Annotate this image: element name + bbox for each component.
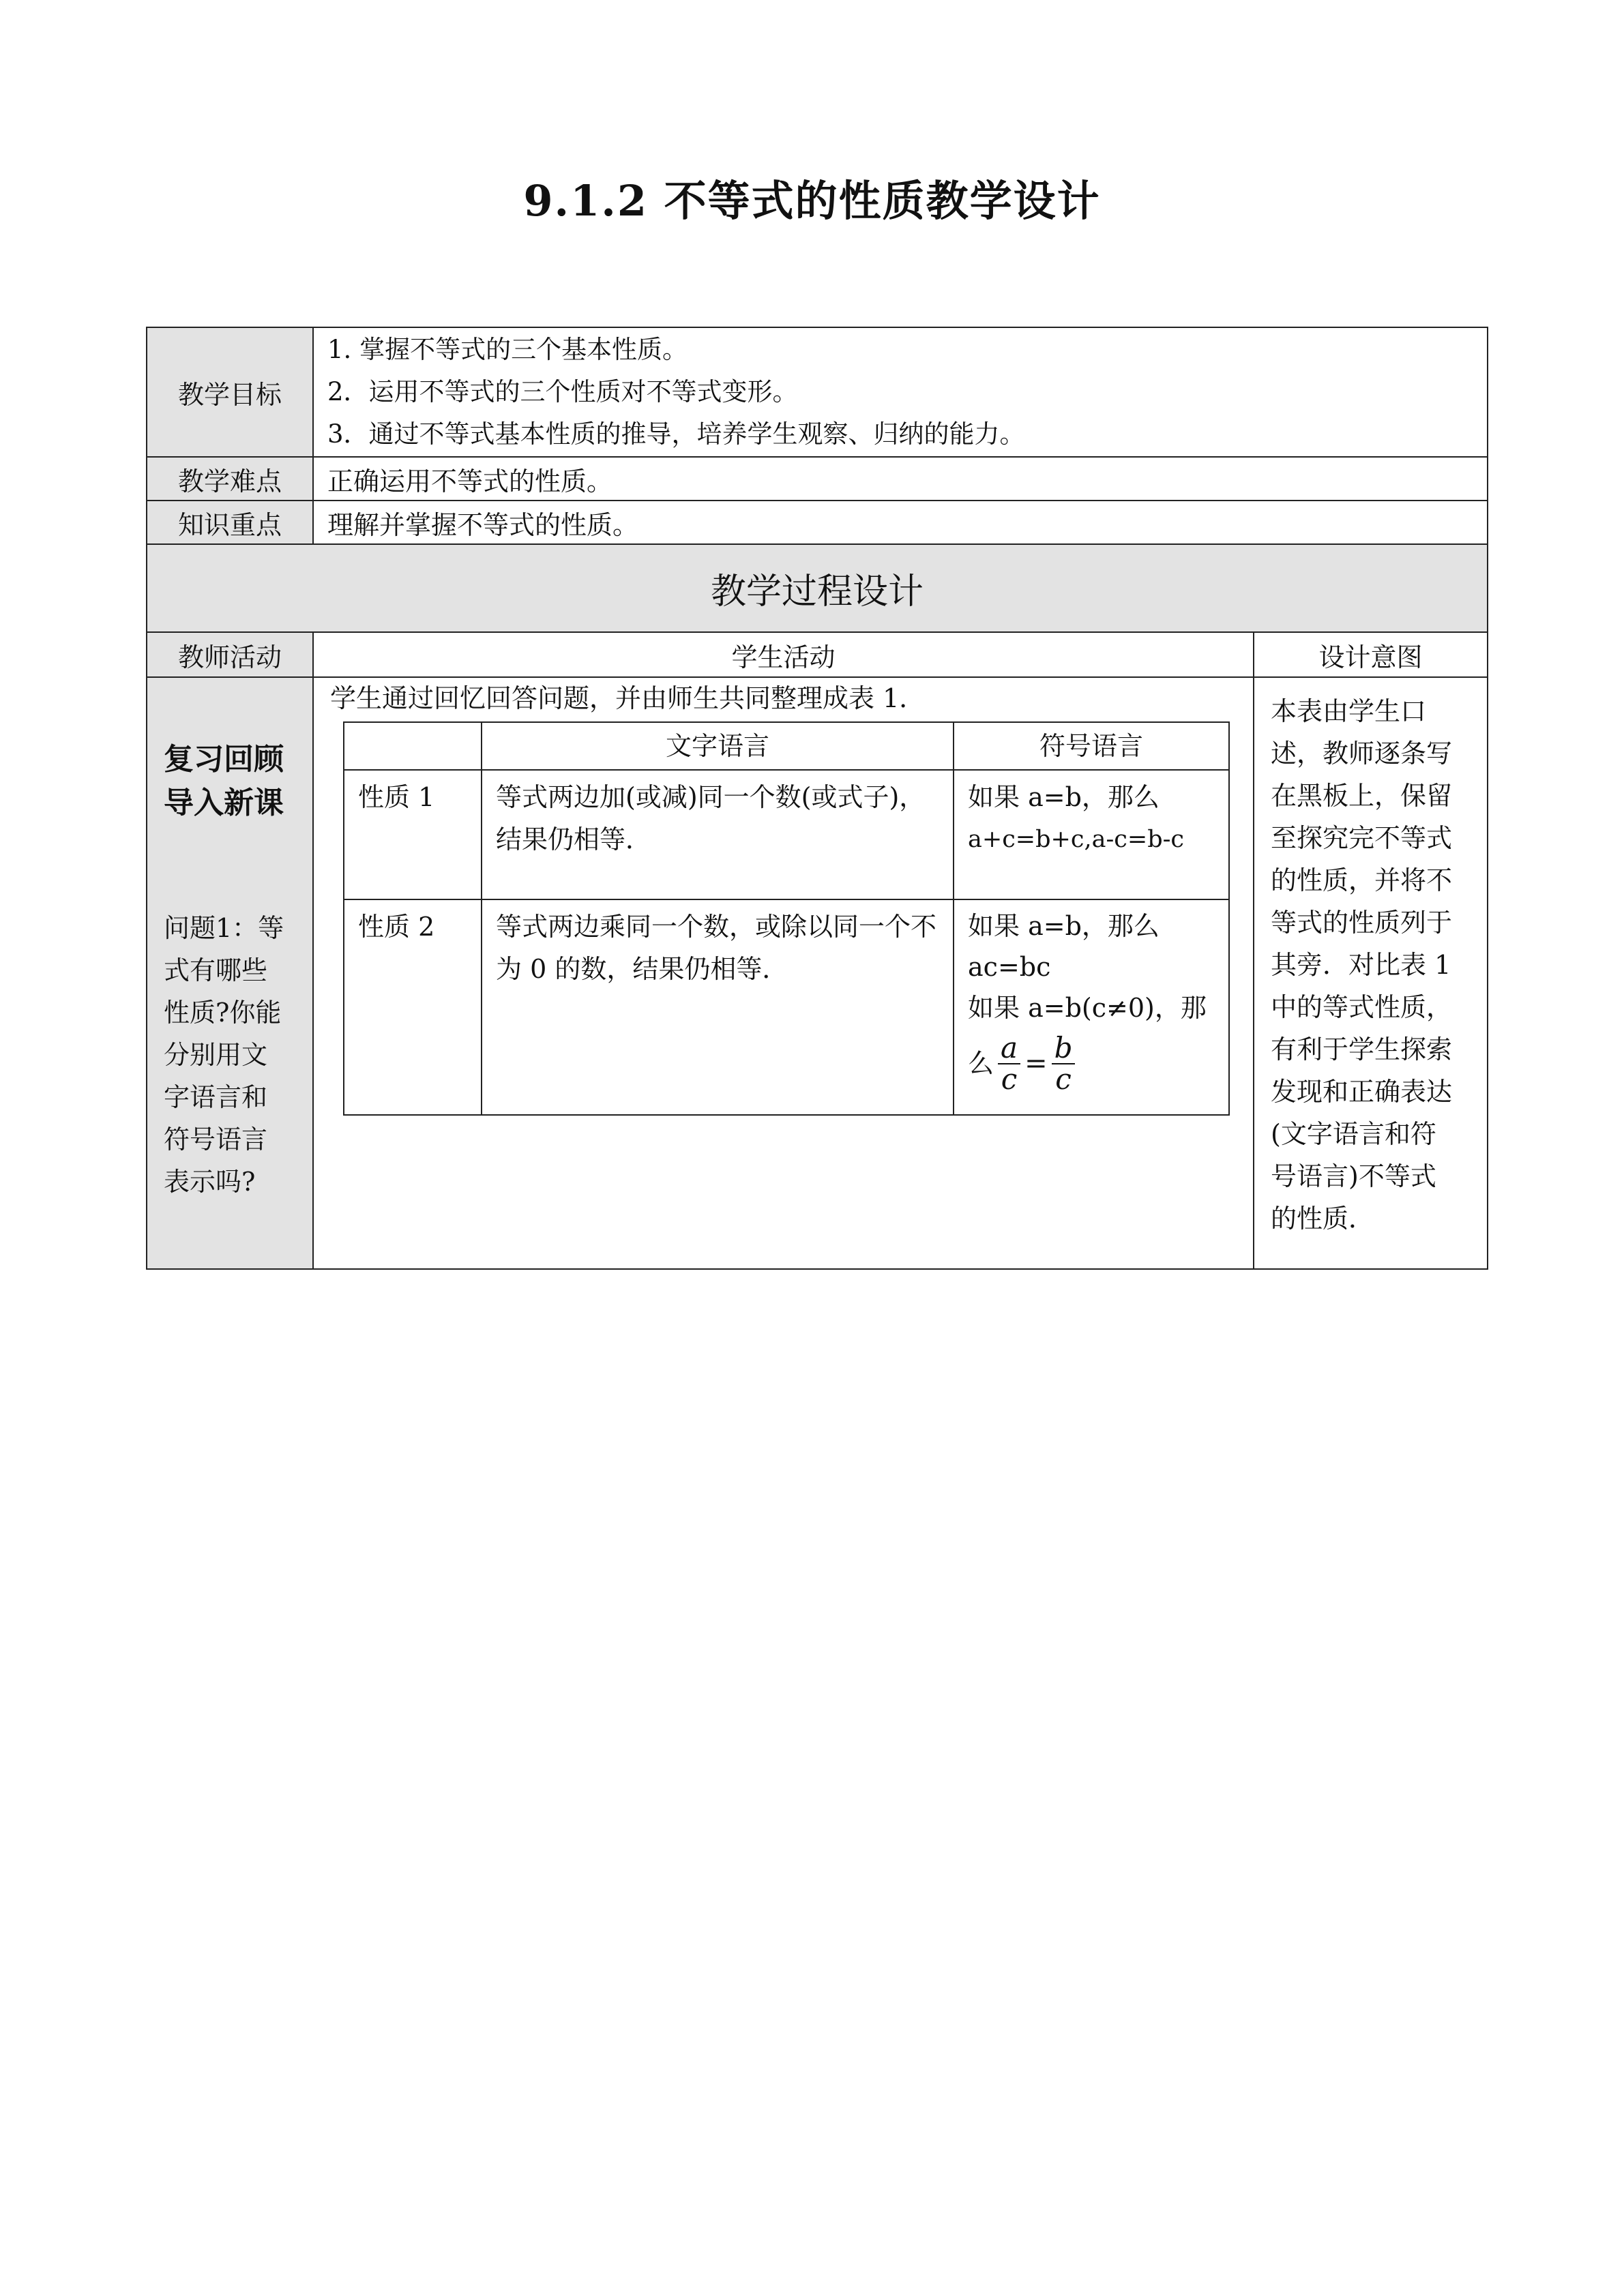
symbol-line: 如果 a=b，那么: [968, 782, 1160, 812]
intent-line: 等式的性质列于: [1271, 908, 1453, 938]
objective-item: 2．运用不等式的三个性质对不等式变形。: [327, 377, 798, 406]
fraction-right: [1052, 1030, 1076, 1096]
symbol-line: 如果 a=b，那么: [968, 911, 1160, 941]
intent-line: (文字语言和符: [1271, 1119, 1436, 1149]
fraction-numerator: b: [1052, 1033, 1076, 1064]
fraction-denominator: c: [1055, 1062, 1072, 1096]
difficulty-label: 教学难点: [147, 457, 313, 501]
header-intent: 设计意图: [1254, 632, 1488, 677]
intent-line: 至探究完不等式: [1271, 823, 1453, 853]
question-line: 分别用文: [164, 1040, 268, 1070]
intent-line: 发现和正确表达: [1271, 1077, 1453, 1107]
property-symbol: [954, 770, 1229, 899]
property-name: 性质 1: [344, 770, 482, 899]
key-point-label: 知识重点: [147, 501, 313, 544]
intent-line: 在黑板上，保留: [1271, 781, 1453, 811]
header-teacher: 教师活动: [147, 632, 313, 677]
process-title: 教学过程设计: [147, 545, 1488, 632]
intent-line: 其旁．对比表 1: [1271, 950, 1451, 980]
design-intent-text: [1271, 690, 1473, 1240]
equals-sign: =: [1024, 1047, 1048, 1079]
property-text: 等式两边加(或减)同一个数(或式子)，结果仍相等．: [482, 770, 954, 899]
fraction-equation: [968, 1028, 1215, 1097]
question-line: 性质?你能: [164, 998, 282, 1028]
intent-line: 号语言)不等式: [1271, 1161, 1436, 1191]
student-intro: 学生通过回忆回答问题，并由师生共同整理成表 1．: [330, 683, 926, 713]
property-symbol: [954, 899, 1229, 1115]
intent-line: 的性质．: [1271, 1204, 1375, 1234]
question-line: 式有哪些: [164, 955, 268, 985]
question-line: 字语言和: [164, 1082, 268, 1112]
intent-line: 有利于学生探索: [1271, 1034, 1453, 1064]
section-title-line: 导入新课: [164, 786, 284, 820]
symbol-line: a+c=b+c,a-c=b-c: [968, 826, 1185, 853]
symbol-line: 如果 a=b(c≠0)，那: [968, 993, 1207, 1023]
symbol-prefix: 么: [968, 1048, 994, 1079]
property-name: 性质 2: [344, 899, 482, 1115]
section-title-line: 复习回顾: [164, 742, 284, 777]
inner-header-blank: [344, 722, 482, 770]
section-title: [164, 738, 296, 825]
symbol-line: ac=bc: [968, 952, 1051, 982]
question-text: [164, 907, 296, 1203]
equation-properties-table: [343, 721, 1230, 1116]
fraction-left: [998, 1030, 1020, 1096]
question-line: 表示吗?: [164, 1167, 256, 1197]
design-intent-cell: [1254, 677, 1488, 1269]
intent-line: 本表由学生口: [1271, 696, 1427, 726]
overview-table: [146, 327, 1488, 545]
difficulty-text: 正确运用不等式的性质。: [313, 457, 1488, 501]
question-line: 问题1：等: [164, 913, 284, 943]
objective-item: 3．通过不等式基本性质的推导，培养学生观察、归纳的能力。: [327, 419, 1025, 449]
intent-line: 的性质，并将不: [1271, 865, 1453, 895]
objective-item: 1. 掌握不等式的三个基本性质。: [327, 335, 688, 364]
inner-header-symbol: 符号语言: [954, 722, 1229, 770]
student-activity-cell: [313, 677, 1254, 1269]
page-title: 9.1.2 不等式的性质教学设计: [523, 176, 1101, 226]
intent-line: 述，教师逐条写: [1271, 739, 1453, 769]
inner-header-text: 文字语言: [482, 722, 954, 770]
question-line: 符号语言: [164, 1124, 268, 1154]
objectives-list: [313, 327, 1488, 457]
objectives-label: 教学目标: [147, 327, 313, 457]
header-student: 学生活动: [313, 632, 1254, 677]
key-point-text: 理解并掌握不等式的性质。: [313, 501, 1488, 544]
intent-line: 中的等式性质，: [1271, 992, 1453, 1022]
property-text: 等式两边乘同一个数，或除以同一个不为 0 的数，结果仍相等．: [482, 899, 954, 1115]
fraction-denominator: c: [1001, 1062, 1018, 1096]
fraction-numerator: a: [998, 1033, 1020, 1064]
process-table: [146, 545, 1488, 1270]
teacher-activity-cell: [147, 677, 313, 1269]
